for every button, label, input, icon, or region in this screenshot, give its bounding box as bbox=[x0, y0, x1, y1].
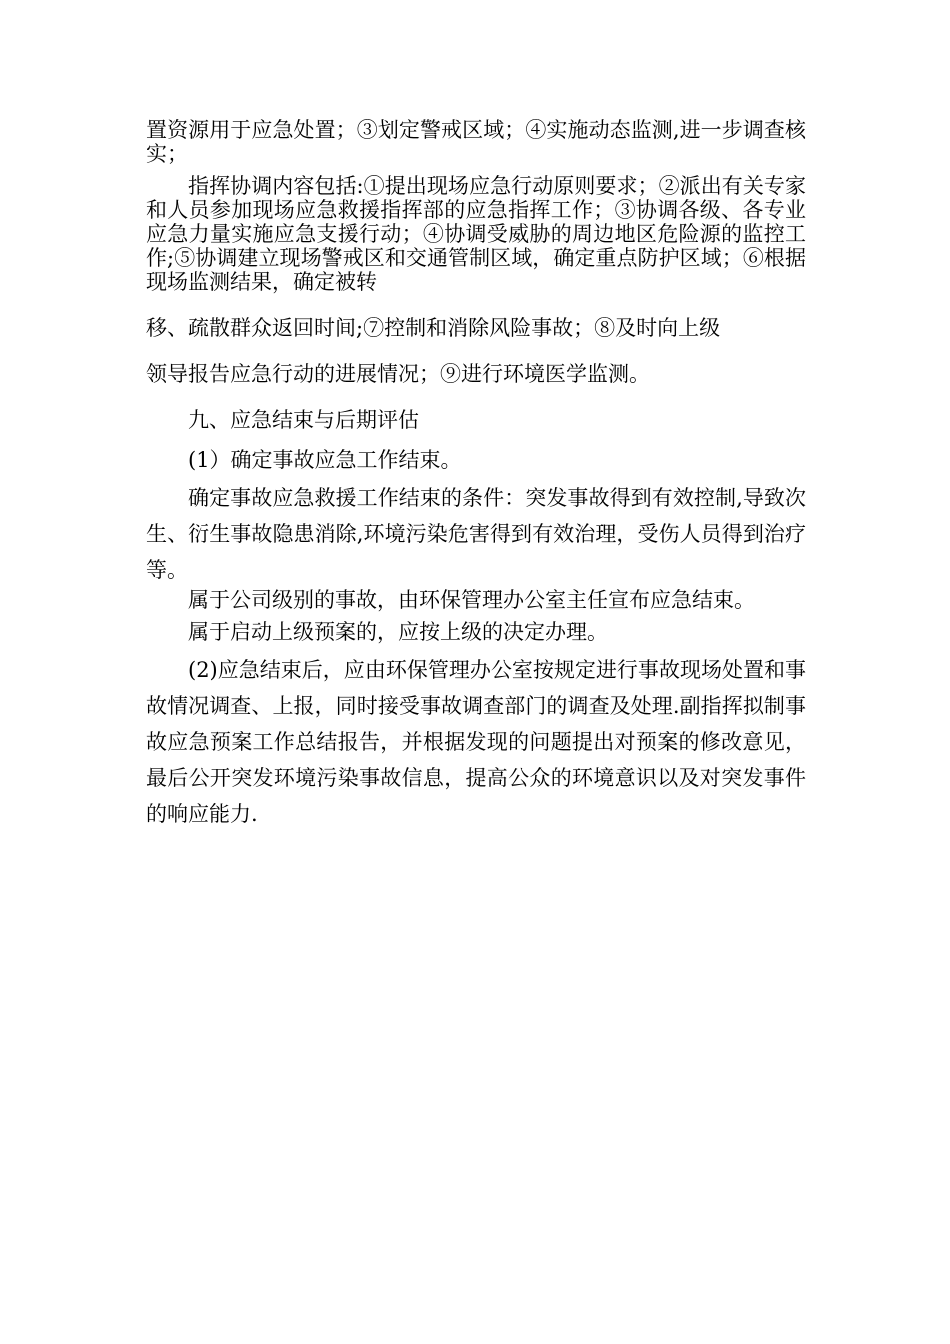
paragraph-command-coordination: 指挥协调内容包括:①提出现场应急行动原则要求；②派出有关专家和人员参加现场应急救援指挥部的应急指挥工作；③协调各级、各专业应急力量实施应急支援行动；④协调受威胁的周边地区危险源的监控工作;⑤协调建立现场警戒区和交通管制区域，确定重点防护区域；⑥根据现场监测结果，确定被转 bbox=[146, 174, 806, 294]
section-heading-emergency-end: 九、应急结束与后期评估 bbox=[188, 408, 419, 432]
paragraph-post-emergency: (2)应急结束后，应由环保管理办公室按规定进行事故现场处置和事故情况调查、上报，同时接受事故调查部门的调查及处理.副指挥拟制事故应急预案工作总结报告，并根据发现的问题提出对预案的修改意见，最后公开突发环境污染事故信息，提高公众的环境意识以及对突发事件的响应能力. bbox=[146, 658, 806, 826]
document-body bbox=[146, 118, 806, 832]
paragraph-report-progress: 领导报告应急行动的进展情况；⑨进行环境医学监测。 bbox=[146, 362, 650, 386]
paragraph-higher-level: 属于启动上级预案的，应按上级的决定办理。 bbox=[188, 620, 608, 644]
paragraph-evacuation: 移、疏散群众返回时间;⑦控制和消除风险事故；⑧及时向上级 bbox=[146, 316, 721, 340]
paragraph-continuation: 置资源用于应急处置；③划定警戒区域；④实施动态监测,进一步调查核实； bbox=[146, 118, 806, 166]
subheading-confirm-end: (1）确定事故应急工作结束。 bbox=[188, 448, 462, 472]
paragraph-company-level: 属于公司级别的事故，由环保管理办公室主任宣布应急结束。 bbox=[188, 588, 755, 612]
paragraph-end-conditions: 确定事故应急救援工作结束的条件：突发事故得到有效控制,导致次生、衍生事故隐患消除,环境污染危害得到有效治理，受伤人员得到治疗等。 bbox=[146, 486, 806, 582]
